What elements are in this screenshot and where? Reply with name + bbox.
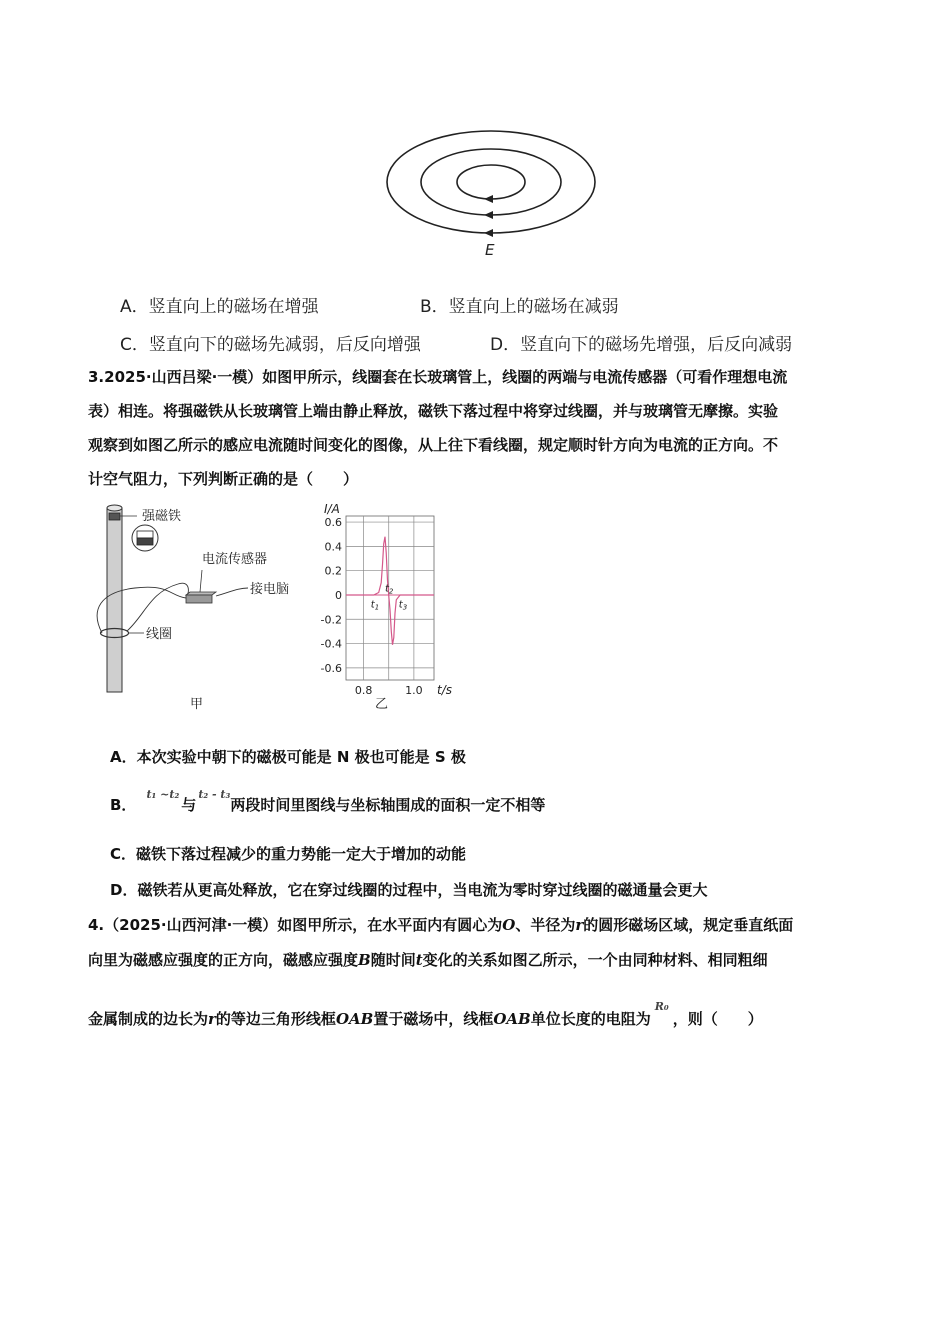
q4-line-3 [88,1002,763,1038]
x-axis-label: t/s [437,683,452,697]
q4-text: 4.（2025·山西河津·一模）如图甲所示，在水平面内有圆心为 [88,916,503,934]
middle-field-line [421,149,561,215]
q3-option-c[interactable] [110,843,466,864]
arrow-icon [484,195,493,203]
q3-stem [88,360,787,496]
magnet-zoom-top [137,531,153,538]
var-t: t [415,951,423,969]
option-letter: C． [110,845,137,863]
expr-t2-t3: t₂ - t₃ [198,788,231,801]
q3-option-d[interactable] [110,879,707,900]
q4-text: 置于磁场中，线框 [373,1010,494,1028]
wire [127,583,188,631]
magnet-zoom-bottom [137,538,153,545]
y-tick-label: 0.6 [324,516,342,530]
inner-field-line [457,165,525,199]
field-label-e: E [485,241,495,259]
sensor-leader [200,570,202,592]
q2-option-a[interactable] [120,292,319,317]
time-annotation-t2: $t_2$ [384,583,394,596]
figure-caption: 甲 [190,697,204,712]
q2-option-d[interactable] [490,330,792,355]
option-text: 竖直向下的磁场先减弱，后反向增强 [148,335,421,355]
var-b: B [358,951,371,969]
time-annotation-t3: $t_3$ [398,599,408,612]
magnet [109,513,120,520]
time-annotation-t1: $t_1$ [370,599,380,612]
current-sensor [186,592,216,595]
q4-line-2 [88,943,768,977]
q4-text: 变化的关系如图乙所示，一个由同种材料、相同粗细 [422,951,768,969]
var-oab: OAB [335,1010,374,1028]
current-sensor-body [186,595,212,603]
plot-frame [346,516,434,680]
q3-line: 表）相连。将强磁铁从长玻璃管上端由静止释放，磁铁下落过程中将穿过线圈，并与玻璃管无摩擦。实验 [88,402,779,420]
q4-text: 的圆形磁场区域，规定垂直纸面 [583,916,794,934]
current-time-chart [310,500,470,715]
option-text: 竖直向上的磁场在减弱 [448,297,619,317]
coil-label: 线圈 [146,627,173,642]
var-oab: OAB [493,1010,531,1028]
y-tick-label: -0.6 [320,661,342,675]
q4-text: ，则（ ） [672,1010,763,1028]
q3-option-a[interactable] [110,746,466,767]
option-mid: 与 [181,796,197,814]
option-letter: A． [110,748,137,766]
magnet-label: 强磁铁 [142,509,182,524]
sensor-label: 电流传感器 [202,552,268,567]
x-tick-label: 0.8 [354,684,373,697]
option-letter: D． [110,881,138,899]
var-r0: R₀ [654,1000,669,1013]
option-text: 本次实验中朝下的磁极可能是 N 极也可能是 S 极 [136,748,466,766]
q4-text: 向里为磁感应强度的正方向，磁感应强度 [88,951,359,969]
q3-option-b[interactable] [110,788,546,815]
arrow-icon [484,229,493,237]
q4-text: 金属制成的边长为 [88,1010,209,1028]
option-text: 磁铁下落过程减少的重力势能一定大于增加的动能 [136,845,467,863]
y-tick-label: 0.4 [324,540,342,554]
option-letter: B． [420,297,449,317]
computer-wire [216,588,248,596]
y-axis-label: I/A [324,502,340,516]
q4-text: 单位长度的电阻为 [530,1010,651,1028]
option-text: 竖直向下的磁场先增强，后反向减弱 [520,335,793,355]
y-tick-label: 0.2 [324,564,342,578]
q3-line: 观察到如图乙所示的感应电流随时间变化的图像，从上往下看线圈，规定顺时针方向为电流的正方向。不 [88,436,779,454]
q4-text: 随时间 [370,951,416,969]
y-tick-label: -0.2 [320,613,342,627]
glass-tube [107,508,122,692]
q3-line: 3.2025·山西吕梁·一模）如图甲所示，线圈套在长玻璃管上，线圈的两端与电流传感器（可看作理想电流 [88,368,788,386]
x-tick-label: 1.0 [405,684,423,697]
chart-caption: 乙 [375,697,389,712]
arrow-icon [484,211,493,219]
option-letter: C． [120,335,149,355]
var-o: O [502,916,516,934]
q4-text: 、半径为 [515,916,576,934]
option-text: 竖直向上的磁场在增强 [148,297,319,317]
expr-t1-t2: t₁ ~t₂ [146,788,180,801]
var-r: r [575,916,584,934]
option-letter: D． [490,335,521,355]
option-text: 磁铁若从更高处释放，它在穿过线圈的过程中，当电流为零时穿过线圈的磁通量会更大 [137,881,708,899]
figure-jia [90,500,310,715]
computer-label: 接电脑 [250,582,290,597]
var-r: r [208,1010,216,1028]
option-text: 两段时间里图线与坐标轴围成的面积一定不相等 [230,796,546,814]
option-letter: B． [110,796,137,814]
q4-line-1 [88,908,793,942]
tube-top [107,505,122,511]
y-tick-label: 0 [335,588,342,602]
q2-option-c[interactable] [120,330,421,355]
q4-text: 的等边三角形线框 [215,1010,336,1028]
option-letter: A． [120,297,149,317]
q3-line: 计空气阻力，下列判断正确的是（ ） [88,470,359,488]
y-tick-label: -0.4 [320,637,342,651]
q2-option-b[interactable] [420,292,619,317]
field-lines-figure [380,122,610,262]
